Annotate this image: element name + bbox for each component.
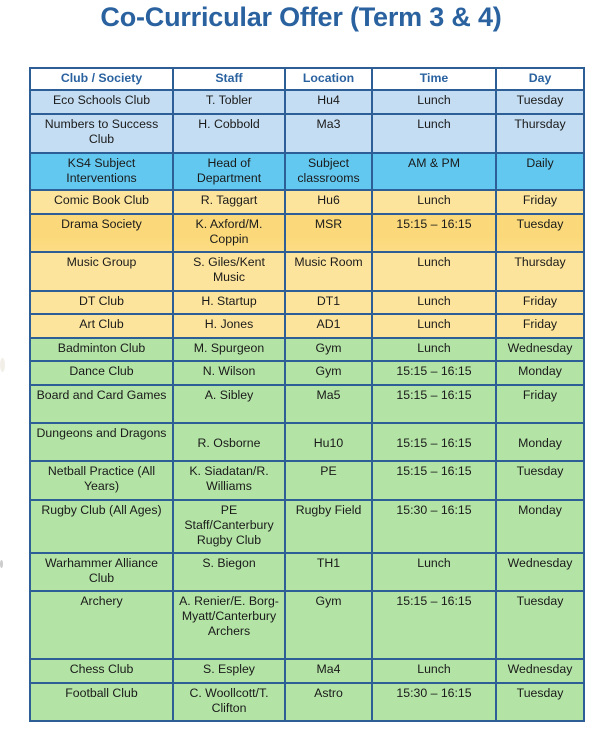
- cell-staff: S. Espley: [173, 659, 285, 683]
- cell-location: Gym: [285, 361, 372, 385]
- cell-day: Wednesday: [496, 659, 584, 683]
- column-header-day: Day: [496, 68, 584, 90]
- cell-location: AD1: [285, 314, 372, 338]
- table-row: [30, 314, 584, 338]
- cell-day: Friday: [496, 385, 584, 423]
- cell-day: Wednesday: [496, 338, 584, 361]
- cell-location: Hu10: [285, 423, 372, 461]
- cell-day: Tuesday: [496, 591, 584, 659]
- cell-club: Dungeons and Dragons: [30, 423, 173, 461]
- cell-day: Daily: [496, 153, 584, 190]
- cell-location: Gym: [285, 338, 372, 361]
- cell-location: Rugby Field: [285, 500, 372, 553]
- cell-location: Subject classrooms: [285, 153, 372, 190]
- table-row: [30, 190, 584, 214]
- cell-time: AM & PM: [372, 153, 496, 190]
- cell-staff: S. Giles/Kent Music: [173, 252, 285, 291]
- table-row: [30, 659, 584, 683]
- table-row: [30, 252, 584, 291]
- cell-time: 15:30 – 16:15: [372, 500, 496, 553]
- table-row: [30, 291, 584, 314]
- cell-location: DT1: [285, 291, 372, 314]
- cell-club: Comic Book Club: [30, 190, 173, 214]
- cell-time: Lunch: [372, 90, 496, 114]
- cell-day: Thursday: [496, 252, 584, 291]
- cell-staff: Head of Department: [173, 153, 285, 190]
- column-header-location: Location: [285, 68, 372, 90]
- cell-day: Friday: [496, 314, 584, 338]
- table-row: [30, 500, 584, 553]
- cell-location: PE: [285, 461, 372, 500]
- cell-staff: R. Osborne: [173, 423, 285, 461]
- cell-location: MSR: [285, 214, 372, 252]
- cell-time: Lunch: [372, 553, 496, 591]
- cell-time: 15:15 – 16:15: [372, 423, 496, 461]
- cell-staff: M. Spurgeon: [173, 338, 285, 361]
- edge-mark: [0, 560, 3, 568]
- cell-staff: C. Woollcott/T. Clifton: [173, 683, 285, 721]
- cell-time: Lunch: [372, 252, 496, 291]
- cell-time: 15:15 – 16:15: [372, 214, 496, 252]
- page-title: Co-Curricular Offer (Term 3 & 4): [100, 2, 502, 32]
- cell-staff: H. Cobbold: [173, 114, 285, 153]
- cell-time: Lunch: [372, 114, 496, 153]
- table-row: [30, 114, 584, 153]
- cell-day: Wednesday: [496, 553, 584, 591]
- table-row: [30, 591, 584, 659]
- table-row: [30, 683, 584, 721]
- cell-club: Art Club: [30, 314, 173, 338]
- cell-day: Monday: [496, 423, 584, 461]
- cell-staff: K. Axford/M. Coppin: [173, 214, 285, 252]
- cell-location: TH1: [285, 553, 372, 591]
- cell-club: Warhammer Alliance Club: [30, 553, 173, 591]
- cell-club: Numbers to Success Club: [30, 114, 173, 153]
- table-row: [30, 338, 584, 361]
- column-header-staff: Staff: [173, 68, 285, 90]
- cell-day: Tuesday: [496, 90, 584, 114]
- cell-time: Lunch: [372, 659, 496, 683]
- table-header-row: [30, 68, 584, 90]
- cell-staff: K. Siadatan/R. Williams: [173, 461, 285, 500]
- cell-time: Lunch: [372, 338, 496, 361]
- table-row: [30, 214, 584, 252]
- cell-location: Ma5: [285, 385, 372, 423]
- cell-club: Netball Practice (All Years): [30, 461, 173, 500]
- cell-location: Astro: [285, 683, 372, 721]
- column-header-time: Time: [372, 68, 496, 90]
- cell-club: Archery: [30, 591, 173, 659]
- cell-location: Ma3: [285, 114, 372, 153]
- cell-time: Lunch: [372, 314, 496, 338]
- cell-location: Gym: [285, 591, 372, 659]
- cell-club: Eco Schools Club: [30, 90, 173, 114]
- cell-day: Tuesday: [496, 461, 584, 500]
- cell-staff: N. Wilson: [173, 361, 285, 385]
- cell-location: Ma4: [285, 659, 372, 683]
- cell-staff: R. Taggart: [173, 190, 285, 214]
- cell-club: KS4 Subject Interventions: [30, 153, 173, 190]
- table-row: [30, 361, 584, 385]
- cell-time: 15:15 – 16:15: [372, 385, 496, 423]
- table-row: [30, 461, 584, 500]
- cell-club: Football Club: [30, 683, 173, 721]
- cell-day: Tuesday: [496, 214, 584, 252]
- table-row: [30, 423, 584, 461]
- cell-day: Friday: [496, 190, 584, 214]
- table-row: [30, 90, 584, 114]
- table-row: [30, 553, 584, 591]
- cell-staff: PE Staff/Canterbury Rugby Club: [173, 500, 285, 553]
- cell-time: 15:15 – 16:15: [372, 591, 496, 659]
- cell-club: Dance Club: [30, 361, 173, 385]
- column-header-club: Club / Society: [30, 68, 173, 90]
- cell-location: Music Room: [285, 252, 372, 291]
- cell-day: Thursday: [496, 114, 584, 153]
- cell-club: Board and Card Games: [30, 385, 173, 423]
- co-curricular-table: [29, 67, 585, 722]
- cell-club: Chess Club: [30, 659, 173, 683]
- cell-day: Friday: [496, 291, 584, 314]
- cell-staff: S. Biegon: [173, 553, 285, 591]
- cell-time: 15:15 – 16:15: [372, 361, 496, 385]
- cell-club: DT Club: [30, 291, 173, 314]
- cell-time: Lunch: [372, 190, 496, 214]
- table-row: [30, 153, 584, 190]
- cell-club: Drama Society: [30, 214, 173, 252]
- cell-club: Music Group: [30, 252, 173, 291]
- table-row: [30, 385, 584, 423]
- cell-staff: H. Jones: [173, 314, 285, 338]
- cell-time: 15:30 – 16:15: [372, 683, 496, 721]
- cell-location: Hu6: [285, 190, 372, 214]
- cell-staff: H. Startup: [173, 291, 285, 314]
- cell-time: 15:15 – 16:15: [372, 461, 496, 500]
- cell-day: Monday: [496, 361, 584, 385]
- edge-mark: [0, 358, 5, 372]
- cell-day: Tuesday: [496, 683, 584, 721]
- cell-club: Rugby Club (All Ages): [30, 500, 173, 553]
- cell-day: Monday: [496, 500, 584, 553]
- cell-staff: T. Tobler: [173, 90, 285, 114]
- cell-time: Lunch: [372, 291, 496, 314]
- cell-staff: A. Renier/E. Borg-Myatt/Canterbury Archers: [173, 591, 285, 659]
- cell-staff: A. Sibley: [173, 385, 285, 423]
- cell-location: Hu4: [285, 90, 372, 114]
- cell-club: Badminton Club: [30, 338, 173, 361]
